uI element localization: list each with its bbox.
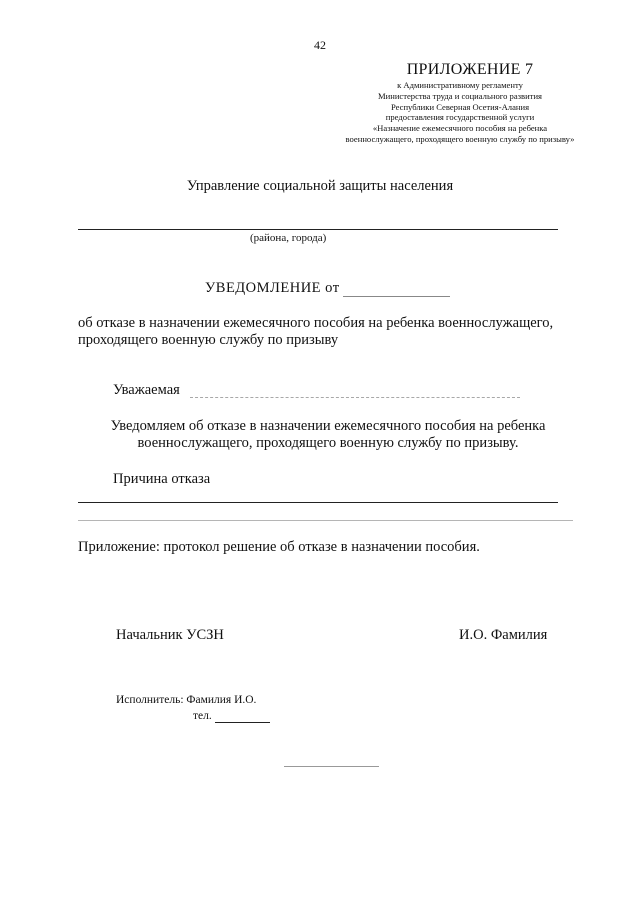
district-caption: (района, города) [250, 232, 327, 244]
district-fill-line [78, 229, 558, 230]
agency-name: Управление социальной защиты населения [186, 178, 454, 194]
subject-line: проходящего военную службу по призыву [78, 332, 339, 348]
notice-body [78, 418, 578, 452]
signer-name: И.О. Фамилия [459, 627, 548, 643]
appendix-line: Республики Северная Осетия-Алания [390, 101, 530, 112]
appendix-line: военнослужащего, проходящего военную службу по призыву» [345, 133, 575, 144]
notice-title: УВЕДОМЛЕНИЕ от [205, 280, 340, 296]
reason-fill-line-2 [78, 520, 573, 521]
appendix-line: Министерства труда и социального развития [377, 90, 542, 101]
subject-line: об отказе в назначении ежемесячного пособия на ребенка военнослужащего, [78, 315, 554, 331]
notice-subject [78, 315, 598, 349]
reason-fill-line [78, 502, 558, 503]
greeting: Уважаемая [113, 382, 180, 398]
recipient-name-line [190, 397, 520, 398]
appendix-title: ПРИЛОЖЕНИЕ 7 [406, 61, 534, 78]
body-line: Уведомляем об отказе в назначении ежемесячного пособия на ребенка [110, 418, 546, 434]
appendix-line: «Назначение ежемесячного пособия на ребенка [372, 123, 548, 134]
appendix-line: к Административному регламенту [397, 80, 523, 90]
appendix-line: предоставления государственной услуги [385, 112, 535, 123]
notice-date-line [343, 296, 450, 297]
executor-label: Исполнитель: Фамилия И.О. [116, 694, 257, 706]
signer-title: Начальник УСЗН [116, 627, 224, 643]
footer-separator [284, 766, 379, 767]
appendix-reference [300, 80, 620, 145]
body-line: военнослужащего, проходящего военную службу по призыву. [137, 435, 519, 451]
phone-fill-line [215, 722, 270, 723]
phone-label: тел. [193, 710, 212, 722]
page-number: 42 [314, 38, 326, 52]
attachment-note: Приложение: протокол решение об отказе в назначении пособия. [78, 539, 480, 555]
reason-label: Причина отказа [113, 471, 211, 487]
